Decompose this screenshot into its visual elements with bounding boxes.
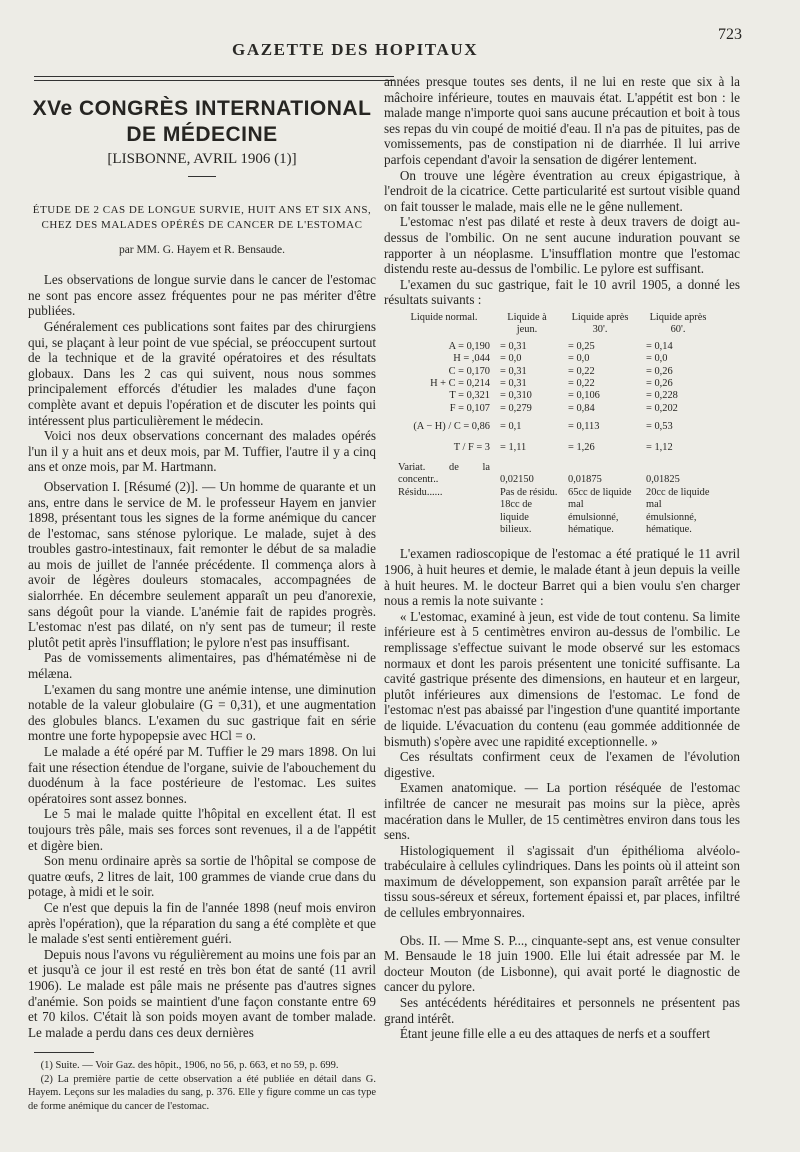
table-cell: A = 0,190 [448,340,490,352]
table-cell: = 0,0 [568,353,590,365]
table-header: Liquide après 60'. [649,311,707,336]
header-rule [34,80,394,81]
paragraph: Ces résultats confirment ceux de l'examen de l'évolution digestive. [384,749,740,780]
table-cell: (A − H) / C = 0,86 [413,421,490,433]
paragraph: Examen anatomique. — La portion réséquée de l'estomac infiltrée de cancer ne mesurait pas moins sur la pièce, après macération dans le Muller, de 15 centimètres environ dans tous les sens. [384,780,740,843]
article-title: XVe CONGRÈS INTERNATIONAL DE MÉDECINE [32,97,372,146]
table-cell: = 0,22 [568,377,595,389]
table-cell: F = 0,107 [449,402,490,414]
table-cell: Pas de résidu. 18cc de liquide bilieux. [500,486,558,535]
table-row [398,454,720,487]
table-cell: H + C = 0,214 [430,377,490,389]
paragraph: Pas de vomissements alimentaires, pas d'hématémèse ni de mélæna. [28,650,376,682]
table-cell: = 0,84 [568,402,595,414]
table-cell: T / F = 3 [453,441,490,453]
title-rule [188,176,216,177]
paragraph: Les observations de longue survie dans le cancer de l'estomac ne sont pas encore assez fréquentes pour ne pas mériter d'être publiées. [28,272,376,319]
table-cell: = 0,26 [646,377,673,389]
table-cell: = 0,25 [568,340,595,352]
table-cell: Résidu...... [398,486,443,498]
footnote: (1) Suite. — Voir Gaz. des hôpit., 1906, no 56, p. 663, et no 59, p. 699. [40,1060,339,1072]
table-cell: T = 0,321 [449,390,490,402]
paragraph: Ce n'est que depuis la fin de l'année 1898 (neuf mois environ après l'opération), que la réparation du sang a été complète et que le malade s'est senti entièrement guéri. [28,899,376,947]
left-column [28,96,376,1114]
table-header: Liquide après 30'. [571,311,629,336]
table-cell: = 0,113 [568,421,600,433]
paragraph: On trouve une légère éventration au creux épigastrique, à l'endroit de la cicatrice. Cette particularité est surtout visible quand on fait tousser le malade, mais elle ne le gêne nullement. [384,167,740,214]
table-cell: = 0,22 [568,365,595,377]
study-title-line-1: ÉTUDE DE 2 CAS DE LONGUE SURVIE, HUIT ANS ET SIX ANS, [32,203,372,216]
table-row [398,487,720,537]
paragraph: Étant jeune fille elle a eu des attaques de nerfs et a souffert [399,1026,711,1042]
header-rule [34,76,394,77]
paragraph: L'examen du suc gastrique, fait le 10 avril 1905, a donné les résultats suivants : [384,276,740,308]
paragraph: Voici nos deux observations concernant des malades opérés l'un il y a huit ans et deux mois, par M. Tuffier, l'autre il y a cinq ans et onze mois, par M. Hartmann. [28,428,376,475]
paragraph: Le malade a été opéré par M. Tuffier le 29 mars 1898. On lui fait une résection étendue de l'organe, suivie de l'abouchement du duodénum à la face postérieure de l'estomac. Les suites opératoires sont assez bonnes. [28,744,376,806]
paragraph: Depuis nous l'avons vu régulièrement au moins une fois par an et jusqu'à ce jour il est resté en très bon état de santé (11 avril 1906). Le malade est pâle mais ne présente pas d'autres signes d'anémie. Son poids se maintient d'une façon constante entre 69 et 70 kilos. C'était là son poids moyen avant de tomber malade. Le malade a perdu dans ces deux dernières [28,946,376,1040]
table-row [398,353,720,365]
table-row [398,378,720,390]
table-cell: = 0,106 [568,390,600,402]
table-row [398,366,720,378]
table-cell: 0,02150 [500,473,534,485]
table-row [398,390,720,402]
paragraph: Généralement ces publications sont faites par des chirurgiens qui, se plaçant à leur point de vue spécial, se préoccupent surtout de la technique et de la gravité opératoires et des résultats globaux. Dans les 2 cas qui suivent, nous nous sommes principalement efforcés d'étudier les malades d'une façon complète avant et depuis l'opération et de discuter les points qui intéressent plus particulièrement le médecin. [28,318,376,428]
paragraph: Ses antécédents héréditaires et personnels ne présentent pas grand intérêt. [384,995,740,1026]
table-cell: 0,01825 [646,473,680,485]
footnote-rule [34,1052,94,1053]
table-cell: 65cc de liquide mal émulsionné, hématique. [568,486,632,535]
table-header: Liquide normal. [410,311,478,323]
table-cell: = 0,1 [500,421,522,433]
paragraph: Obs. II. — Mme S. P..., cinquante-sept ans, est venue consulter M. Bensaude le 18 juin 1900. Elle lui était adressée par M. le docteur Mouton (de Lisbonne), qui avait porté le diagnostic de cancer du pylore. [384,932,740,995]
authors: par MM. G. Hayem et R. Bensaude. [118,243,286,256]
page-number: 723 [718,26,742,43]
table-cell: = 0,310 [500,390,532,402]
table-cell: = 0,279 [500,402,532,414]
article-subtitle: [LISBONNE, AVRIL 1906 (1)] [107,151,297,167]
table-cell: = 0,14 [646,340,673,352]
table-cell: = 0,31 [500,365,527,377]
table-cell: Variat. de la concentr.. [398,461,490,486]
table-cell: = 0,26 [646,365,673,377]
table-cell: H = ,044 [453,353,490,365]
paragraph: Son menu ordinaire après sa sortie de l'hôpital se compose de quatre œufs, 2 litres de lait, 100 grammes de viande crue dans du potage, à midi et le soir. [28,853,376,900]
paragraph: Le 5 mai le malade quitte l'hôpital en excellent état. Il est toujours très pâle, mais ses forces sont revenues, il a de l'appétit et digère bien. [28,806,376,853]
table-cell: = 0,31 [500,377,527,389]
table-cell: C = 0,170 [448,365,490,377]
table-cell: = 1,11 [500,441,527,453]
table-header: Liquide à jeun. [507,311,547,336]
paragraph: années presque toutes ses dents, il ne lui en reste que six à la mâchoire inférieure, toutes en mauvais état. L'appétit est bon : le malade mange n'importe quoi sans aucune précaution et boit à tous ses repas du vin coupé de moitié d'eau. Il n'a pas de pituites, pas de vomissements, pas de constipation ni de diarrhée. Il lui arrive parfois cependant d'avoir la sensation de digérer lentement. [384,74,740,167]
study-title-line-2: CHEZ DES MALADES OPÉRÉS DE CANCER DE L'ESTOMAC [41,218,363,231]
table-cell: 20cc de liquide mal émulsionné, hématique. [646,486,710,535]
table-cell: = 0,0 [500,353,522,365]
table-cell: = 1,12 [646,441,673,453]
running-title: GAZETTE DES HOPITAUX [232,40,479,59]
table-cell: 0,01875 [568,473,602,485]
table-cell: = 0,53 [646,421,673,433]
table-row [398,415,720,433]
paragraph: L'examen du sang montre une anémie intense, une diminution notable de la valeur globulaire (G = 0,31), et une augmentation des globules blancs. L'examen du suc gastrique fait en série montre une forte hypopepsie avec HCl = o. [28,681,376,744]
table-cell: = 0,31 [500,340,527,352]
paragraph: L'examen radioscopique de l'estomac a été pratiqué le 11 avril 1906, à huit heures et demie, le malade étant à jeun depuis la veille à huit heures. M. le docteur Barret qui a bien voulu s'en charger nous a remis la note suivante : [384,546,740,609]
table-cell: = 0,228 [646,390,678,402]
right-column [384,74,740,1042]
table-cell: = 1,26 [568,441,595,453]
paragraph: Histologiquement il s'agissait d'un épithélioma alvéolo-trabéculaire à cellules cylindriques. Dans les points où il atteint son maximum de développement, son expansion paraît arrêtée par le tissu sous-séreux et séreux, fortement épaissi et, par places, infiltré de cellules embryonnaires. [384,842,740,921]
paragraph: « L'estomac, examiné à jeun, est vide de tout contenu. Sa limite inférieure est à 5 centimètres environ au-dessus de l'ombilic. Le remplissage s'effectue suivant le mode observé sur les estomacs normaux et dont les parois présentent une tonicité suffisante. La cavité gastrique présente des dimensions, en hauteur et en largeur, plutôt inférieures aux dimensions de l'estomac. Le fond de l'estomac n'est pas abaissé par l'ingestion d'une quantité importante de liquide. L'évacuation du contenu (eau gommée additionnée de bismuth) s'opère avec une rapidité exceptionnelle. » [384,608,740,749]
table-row [398,341,720,353]
table-cell: = 0,202 [646,402,678,414]
paragraph: Observation I. [Résumé (2)]. — Un homme de quarante et un ans, entre dans le service de M. le professeur Hayem en janvier 1898, présentant tous les signes de la forme anémique du cancer de l'estomac, sans sténose pylorique. Le malade, sujet à des troubles gastro-intestinaux, fait remonter le début de sa maladie au mois de juillet de l'année précédente. Il commença alors à avoir de légères douleurs stomacales, accompagnées de sialorrhée. En décembre seulement apparaît un peu d'anorexie, sans dégoût pour la viande. L'anémie fait de rapides progrès. L'estomac n'est pas dilaté, on n'y sent pas de tumeur; il reste plutôt petit après l'insufflation; le pylore n'est pas insuffisant. [28,478,376,650]
paragraph: L'estomac n'est pas dilaté et reste à deux travers de doigt au-dessus de l'ombilic. On ne sent aucune induration pouvant se rapporter à un néoplasme. L'insufflation montre que l'estomac distendu reste au-dessus de l'ombilic. Le pylore est suffisant. [384,214,740,277]
table-row [398,403,720,415]
table-cell: = 0,0 [646,353,668,365]
gastric-juice-table [398,312,720,537]
table-row [398,434,720,454]
footnote: (2) La première partie de cette observation a été publiée en détail dans G. Hayem. Leçons sur les maladies du sang, p. 376. Elle y figure comme un cas type de forme anémique du cancer de l'estomac. [28,1073,376,1113]
